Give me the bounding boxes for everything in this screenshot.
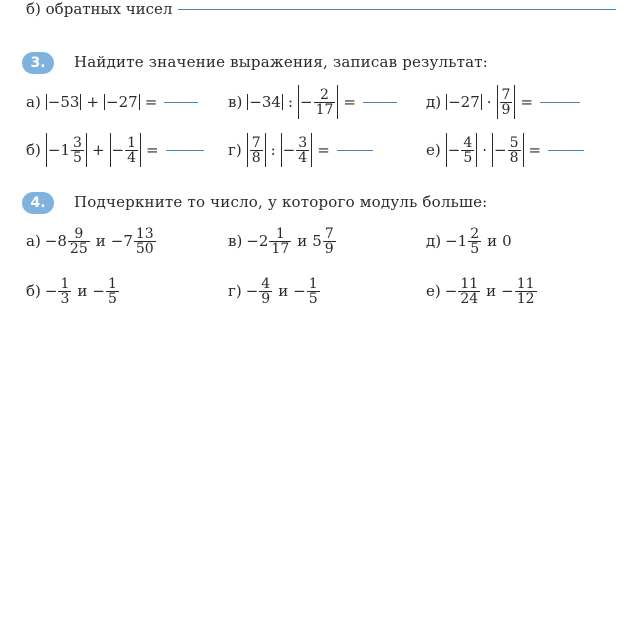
conjunction: и <box>486 282 497 300</box>
fraction: $\frac{2}{17}$ <box>315 86 334 118</box>
operator: · <box>482 141 488 159</box>
value: −1 <box>47 141 71 159</box>
fraction: $\frac{1}{17}$ <box>271 225 290 257</box>
fraction: $\frac{3}{5}$ <box>73 134 82 166</box>
value: −27 <box>106 93 138 111</box>
sign: − <box>282 141 296 159</box>
equals: = <box>520 93 534 111</box>
fraction: $\frac{1}{5}$ <box>308 275 318 307</box>
fraction: $\frac{4}{5}$ <box>463 134 473 166</box>
answer-blank[interactable] <box>178 9 616 10</box>
equals: = <box>317 141 330 159</box>
equals: = <box>343 93 356 111</box>
task4-a[interactable] <box>26 222 157 260</box>
item-label: е) <box>426 141 441 159</box>
task3-title: Найдите значение выражения, записав результат: <box>74 53 489 71</box>
whole: 0 <box>502 232 512 250</box>
task3-g <box>228 130 373 170</box>
answer-blank[interactable] <box>166 150 204 151</box>
sign: − <box>300 93 313 111</box>
item-label: в) <box>228 232 243 250</box>
sign: − <box>444 282 458 300</box>
conjunction: и <box>77 282 88 300</box>
sign: − <box>501 282 514 300</box>
whole: −2 <box>246 232 269 250</box>
answer-blank[interactable] <box>540 102 580 103</box>
sign: − <box>44 282 58 300</box>
top-line <box>26 0 616 18</box>
operator: · <box>486 93 492 111</box>
conjunction: и <box>278 282 289 300</box>
task3-v <box>228 84 397 120</box>
sign: − <box>111 141 125 159</box>
item-label: д) <box>426 93 442 111</box>
fraction: $\frac{4}{9}$ <box>261 275 271 307</box>
item-label: г) <box>228 282 242 300</box>
task3-d <box>426 84 580 120</box>
fraction: $\frac{9}{25}$ <box>69 225 88 257</box>
whole: −1 <box>445 232 468 250</box>
value: −27 <box>448 93 480 111</box>
item-label: е) <box>426 282 441 300</box>
operator: + <box>91 141 105 159</box>
answer-blank[interactable] <box>548 150 584 151</box>
fraction: $\frac{5}{8}$ <box>509 134 519 166</box>
item-label: а) <box>26 93 41 111</box>
value: −53 <box>47 93 80 111</box>
answer-blank[interactable] <box>363 102 397 103</box>
task4-v[interactable] <box>228 222 337 260</box>
item-label: г) <box>228 141 242 159</box>
answer-blank[interactable] <box>164 102 198 103</box>
fraction: $\frac{7}{9}$ <box>324 225 334 257</box>
fraction: $\frac{13}{50}$ <box>135 225 154 257</box>
conjunction: и <box>297 232 308 250</box>
item-label: в) <box>228 93 243 111</box>
fraction: $\frac{7}{9}$ <box>501 86 511 118</box>
fraction: $\frac{11}{12}$ <box>516 275 535 307</box>
equals: = <box>144 93 158 111</box>
equals: = <box>528 141 542 159</box>
task3-a <box>26 90 198 114</box>
fraction: $\frac{1}{5}$ <box>107 275 117 307</box>
value: −34 <box>249 93 281 111</box>
conjunction: и <box>95 232 106 250</box>
task3-e <box>426 130 584 170</box>
conjunction: и <box>487 232 498 250</box>
equals: = <box>146 141 159 159</box>
sign: − <box>92 282 105 300</box>
fraction: $\frac{1}{4}$ <box>127 134 137 166</box>
top-label: б) обратных чисел <box>26 0 173 18</box>
whole: 5 <box>312 232 322 250</box>
fraction: $\frac{1}{3}$ <box>60 275 70 307</box>
task3-number-badge: 3. <box>22 52 54 74</box>
item-label: д) <box>426 232 442 250</box>
answer-blank[interactable] <box>337 150 373 151</box>
task4-e[interactable] <box>426 272 538 310</box>
sign: − <box>494 141 507 159</box>
item-label: б) <box>26 141 41 159</box>
fraction: $\frac{7}{8}$ <box>251 134 261 166</box>
fraction: $\frac{11}{24}$ <box>460 275 479 307</box>
operator: + <box>86 93 100 111</box>
task4-number-badge: 4. <box>22 192 54 214</box>
task4-d[interactable] <box>426 222 512 260</box>
task3-b <box>26 130 204 170</box>
item-label: а) <box>26 232 41 250</box>
task4-g[interactable] <box>228 272 321 310</box>
sign: − <box>447 141 461 159</box>
whole: −7 <box>110 232 133 250</box>
sign: − <box>245 282 259 300</box>
operator: : <box>287 93 294 111</box>
item-label: б) <box>26 282 41 300</box>
task4-title: Подчеркните то число, у которого модуль больше: <box>74 193 488 211</box>
whole: −8 <box>44 232 67 250</box>
fraction: $\frac{2}{5}$ <box>470 225 480 257</box>
operator: : <box>270 141 276 159</box>
sign: − <box>293 282 306 300</box>
task4-b[interactable] <box>26 272 120 310</box>
fraction: $\frac{3}{4}$ <box>298 134 308 166</box>
